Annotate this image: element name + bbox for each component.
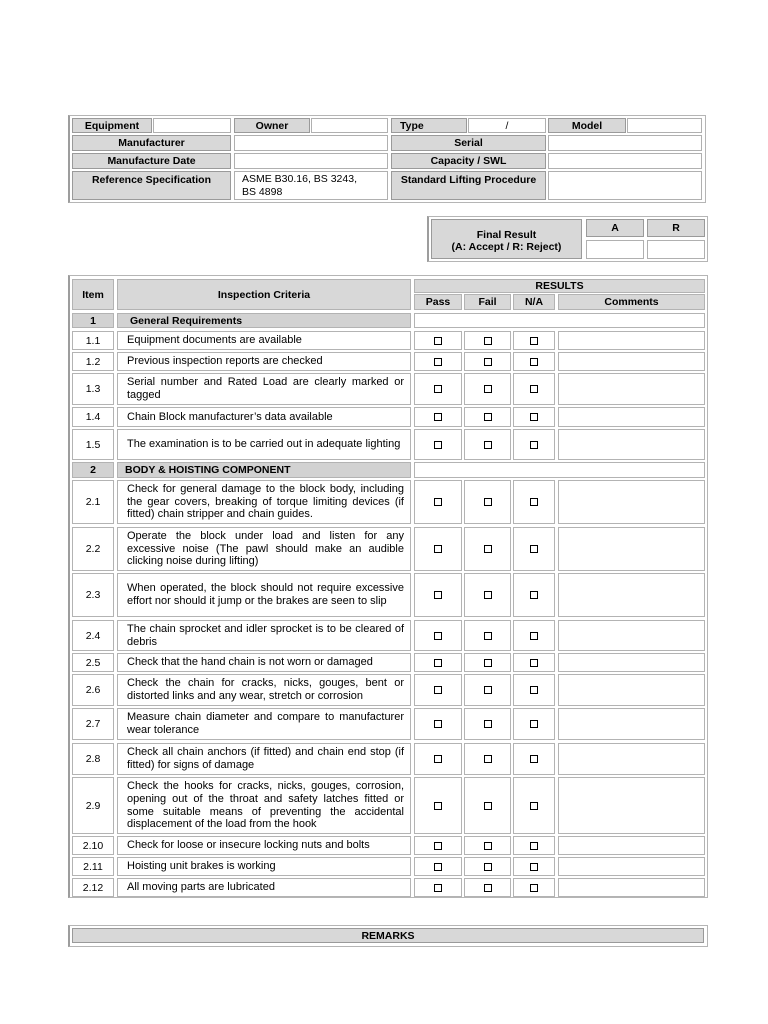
fail-checkbox[interactable] bbox=[484, 337, 492, 345]
lifting-procedure-field[interactable] bbox=[548, 171, 702, 200]
na-checkbox[interactable] bbox=[530, 802, 538, 810]
comments-field[interactable] bbox=[558, 373, 705, 405]
item-number: 2.5 bbox=[72, 653, 114, 672]
criteria-label: Previous inspection reports are checked bbox=[127, 355, 323, 368]
item-number: 2.11 bbox=[72, 857, 114, 876]
section-title: BODY & HOISTING COMPONENT bbox=[117, 462, 411, 478]
na-checkbox[interactable] bbox=[530, 441, 538, 449]
item-column-header: Item bbox=[72, 279, 114, 310]
fail-checkbox[interactable] bbox=[484, 498, 492, 506]
criteria-text bbox=[117, 674, 411, 706]
fail-checkbox[interactable] bbox=[484, 802, 492, 810]
na-cell bbox=[513, 573, 555, 617]
fail-cell bbox=[464, 836, 511, 855]
item-number: 2.8 bbox=[72, 743, 114, 775]
criteria-label: Check that the hand chain is not worn or damaged bbox=[127, 656, 373, 669]
reference-spec-label: Reference Specification bbox=[72, 171, 231, 200]
criteria-text bbox=[117, 331, 411, 350]
pass-cell bbox=[414, 480, 462, 524]
pass-cell bbox=[414, 708, 462, 740]
remarks-header: REMARKS bbox=[72, 928, 704, 943]
na-cell bbox=[513, 407, 555, 427]
na-cell bbox=[513, 878, 555, 897]
fail-cell bbox=[464, 674, 511, 706]
na-cell bbox=[513, 708, 555, 740]
fail-checkbox[interactable] bbox=[484, 884, 492, 892]
type-field[interactable] bbox=[468, 118, 546, 133]
criteria-label: All moving parts are lubricated bbox=[127, 881, 275, 894]
criteria-label: Check for loose or insecure locking nuts and bolts bbox=[127, 839, 370, 852]
pass-checkbox[interactable] bbox=[434, 842, 442, 850]
fail-checkbox[interactable] bbox=[484, 720, 492, 728]
pass-checkbox[interactable] bbox=[434, 358, 442, 366]
fail-cell bbox=[464, 708, 511, 740]
criteria-label: Measure chain diameter and compare to manufacturer wear tolerance bbox=[127, 711, 404, 736]
na-cell bbox=[513, 527, 555, 571]
type-separator: / bbox=[505, 119, 509, 132]
na-checkbox[interactable] bbox=[530, 591, 538, 599]
pass-checkbox[interactable] bbox=[434, 413, 442, 421]
criteria-label: When operated, the block should not require excessive effort nor should it jump or the brakes are seen to slip bbox=[127, 582, 404, 607]
final-result-legend: (A: Accept / R: Reject) bbox=[451, 240, 562, 253]
na-checkbox[interactable] bbox=[530, 545, 538, 553]
na-cell bbox=[513, 480, 555, 524]
criteria-label: Chain Block manufacturer’s data available bbox=[127, 410, 333, 423]
fail-cell bbox=[464, 777, 511, 834]
comments-field[interactable] bbox=[558, 331, 705, 350]
criteria-text bbox=[117, 527, 411, 571]
pass-checkbox[interactable] bbox=[434, 659, 442, 667]
fail-cell bbox=[464, 878, 511, 897]
fail-cell bbox=[464, 573, 511, 617]
pass-cell bbox=[414, 407, 462, 427]
pass-checkbox[interactable] bbox=[434, 755, 442, 763]
manufacture-date-field[interactable] bbox=[234, 153, 388, 169]
model-field[interactable] bbox=[627, 118, 702, 133]
equipment-label: Equipment bbox=[72, 118, 152, 133]
fail-column-header: Fail bbox=[464, 294, 511, 310]
comments-field[interactable] bbox=[558, 573, 705, 617]
item-number: 2.9 bbox=[72, 777, 114, 834]
na-cell bbox=[513, 352, 555, 371]
fail-checkbox[interactable] bbox=[484, 358, 492, 366]
fail-cell bbox=[464, 653, 511, 672]
na-checkbox[interactable] bbox=[530, 632, 538, 640]
pass-checkbox[interactable] bbox=[434, 884, 442, 892]
comments-field[interactable] bbox=[558, 777, 705, 834]
criteria-label: Operate the block under load and listen for any excessive noise (The pawl should make an audible clicking noise during lifting) bbox=[127, 529, 404, 568]
criteria-label: The examination is to be carried out in adequate lighting bbox=[127, 438, 401, 451]
pass-cell bbox=[414, 429, 462, 460]
na-cell bbox=[513, 857, 555, 876]
fail-checkbox[interactable] bbox=[484, 385, 492, 393]
item-number: 2.4 bbox=[72, 620, 114, 651]
pass-cell bbox=[414, 836, 462, 855]
fail-checkbox[interactable] bbox=[484, 686, 492, 694]
fail-checkbox[interactable] bbox=[484, 441, 492, 449]
pass-cell bbox=[414, 857, 462, 876]
fail-cell bbox=[464, 480, 511, 524]
fail-cell bbox=[464, 407, 511, 427]
item-number: 2.3 bbox=[72, 573, 114, 617]
criteria-label: Hoisting unit brakes is working bbox=[127, 860, 276, 873]
comments-field[interactable] bbox=[558, 674, 705, 706]
pass-cell bbox=[414, 674, 462, 706]
comments-field[interactable] bbox=[558, 527, 705, 571]
section-title: General Requirements bbox=[117, 313, 411, 328]
pass-cell bbox=[414, 527, 462, 571]
na-cell bbox=[513, 373, 555, 405]
manufacturer-label: Manufacturer bbox=[72, 135, 231, 151]
fail-cell bbox=[464, 857, 511, 876]
na-checkbox[interactable] bbox=[530, 686, 538, 694]
owner-label: Owner bbox=[234, 118, 310, 133]
section-number: 2 bbox=[72, 462, 114, 478]
item-number: 1.2 bbox=[72, 352, 114, 371]
na-checkbox[interactable] bbox=[530, 337, 538, 345]
fail-checkbox[interactable] bbox=[484, 842, 492, 850]
model-label: Model bbox=[548, 118, 626, 133]
comments-field[interactable] bbox=[558, 743, 705, 775]
comments-field[interactable] bbox=[558, 836, 705, 855]
na-checkbox[interactable] bbox=[530, 863, 538, 871]
criteria-text bbox=[117, 743, 411, 775]
comments-field[interactable] bbox=[558, 407, 705, 427]
criteria-text bbox=[117, 620, 411, 651]
comments-field[interactable] bbox=[558, 352, 705, 371]
na-checkbox[interactable] bbox=[530, 884, 538, 892]
criteria-text bbox=[117, 407, 411, 427]
na-checkbox[interactable] bbox=[530, 498, 538, 506]
pass-cell bbox=[414, 373, 462, 405]
serial-label: Serial bbox=[391, 135, 546, 151]
comments-column-header: Comments bbox=[558, 294, 705, 310]
section-number: 1 bbox=[72, 313, 114, 328]
pass-column-header: Pass bbox=[414, 294, 462, 310]
accept-label: A bbox=[586, 219, 644, 237]
item-number: 1.3 bbox=[72, 373, 114, 405]
criteria-label: Check all chain anchors (if fitted) and chain end stop (if fitted) for signs of damage bbox=[127, 746, 404, 771]
na-cell bbox=[513, 331, 555, 350]
capacity-field[interactable] bbox=[548, 153, 702, 169]
criteria-text bbox=[117, 429, 411, 460]
comments-field[interactable] bbox=[558, 653, 705, 672]
na-checkbox[interactable] bbox=[530, 659, 538, 667]
section-results-blank bbox=[414, 313, 705, 328]
reference-spec-line-2: BS 4898 bbox=[242, 185, 283, 198]
reference-spec-field[interactable] bbox=[234, 171, 388, 200]
item-number: 2.1 bbox=[72, 480, 114, 524]
pass-checkbox[interactable] bbox=[434, 686, 442, 694]
pass-cell bbox=[414, 331, 462, 350]
pass-cell bbox=[414, 878, 462, 897]
criteria-label: Check the hooks for cracks, nicks, gouges, corrosion, opening out of the throat and safety latches fitted or some suitable means of preventing the accidental displacement of the load from the hook bbox=[127, 779, 404, 831]
criteria-text bbox=[117, 836, 411, 855]
item-number: 2.10 bbox=[72, 836, 114, 855]
criteria-label: Check the chain for cracks, nicks, gouges, bent or distorted links and any wear, stretch or corrosion bbox=[127, 677, 404, 702]
fail-cell bbox=[464, 743, 511, 775]
capacity-label: Capacity / SWL bbox=[391, 153, 546, 169]
item-number: 2.12 bbox=[72, 878, 114, 897]
pass-checkbox[interactable] bbox=[434, 441, 442, 449]
pass-cell bbox=[414, 620, 462, 651]
pass-cell bbox=[414, 573, 462, 617]
criteria-label: The chain sprocket and idler sprocket is to be cleared of debris bbox=[127, 622, 404, 648]
criteria-label: Serial number and Rated Load are clearly marked or tagged bbox=[127, 376, 404, 401]
fail-checkbox[interactable] bbox=[484, 591, 492, 599]
fail-cell bbox=[464, 429, 511, 460]
item-number: 1.5 bbox=[72, 429, 114, 460]
pass-cell bbox=[414, 653, 462, 672]
results-header: RESULTS bbox=[414, 279, 705, 293]
section-results-blank bbox=[414, 462, 705, 478]
na-cell bbox=[513, 777, 555, 834]
criteria-text bbox=[117, 708, 411, 740]
pass-checkbox[interactable] bbox=[434, 337, 442, 345]
pass-checkbox[interactable] bbox=[434, 385, 442, 393]
pass-checkbox[interactable] bbox=[434, 632, 442, 640]
pass-checkbox[interactable] bbox=[434, 863, 442, 871]
fail-checkbox[interactable] bbox=[484, 659, 492, 667]
criteria-text bbox=[117, 653, 411, 672]
owner-field[interactable] bbox=[311, 118, 388, 133]
comments-field[interactable] bbox=[558, 708, 705, 740]
na-cell bbox=[513, 653, 555, 672]
na-checkbox[interactable] bbox=[530, 720, 538, 728]
fail-cell bbox=[464, 373, 511, 405]
pass-checkbox[interactable] bbox=[434, 720, 442, 728]
reject-field[interactable] bbox=[647, 240, 705, 259]
criteria-text bbox=[117, 573, 411, 617]
comments-field[interactable] bbox=[558, 480, 705, 524]
fail-checkbox[interactable] bbox=[484, 755, 492, 763]
na-cell bbox=[513, 429, 555, 460]
na-cell bbox=[513, 674, 555, 706]
na-checkbox[interactable] bbox=[530, 755, 538, 763]
pass-checkbox[interactable] bbox=[434, 591, 442, 599]
fail-cell bbox=[464, 620, 511, 651]
final-result-label bbox=[431, 219, 582, 259]
na-checkbox[interactable] bbox=[530, 413, 538, 421]
pass-checkbox[interactable] bbox=[434, 802, 442, 810]
criteria-text bbox=[117, 777, 411, 834]
fail-checkbox[interactable] bbox=[484, 632, 492, 640]
criteria-label: Equipment documents are available bbox=[127, 334, 302, 347]
na-checkbox[interactable] bbox=[530, 385, 538, 393]
comments-field[interactable] bbox=[558, 878, 705, 897]
fail-cell bbox=[464, 352, 511, 371]
manufacturer-field[interactable] bbox=[234, 135, 388, 151]
na-checkbox[interactable] bbox=[530, 358, 538, 366]
na-column-header: N/A bbox=[513, 294, 555, 310]
na-cell bbox=[513, 620, 555, 651]
item-number: 2.2 bbox=[72, 527, 114, 571]
pass-checkbox[interactable] bbox=[434, 498, 442, 506]
criteria-text bbox=[117, 857, 411, 876]
criteria-column-header: Inspection Criteria bbox=[117, 279, 411, 310]
pass-cell bbox=[414, 352, 462, 371]
accept-field[interactable] bbox=[586, 240, 644, 259]
item-number: 1.4 bbox=[72, 407, 114, 427]
item-number: 1.1 bbox=[72, 331, 114, 350]
pass-checkbox[interactable] bbox=[434, 545, 442, 553]
pass-cell bbox=[414, 777, 462, 834]
reject-label: R bbox=[647, 219, 705, 237]
equipment-field[interactable] bbox=[153, 118, 231, 133]
criteria-label: Check for general damage to the block body, including the gear covers, breaking of torque limiting devices (if fitted) chain stripper and chain guides. bbox=[127, 482, 404, 521]
comments-field[interactable] bbox=[558, 429, 705, 460]
comments-field[interactable] bbox=[558, 857, 705, 876]
criteria-text bbox=[117, 373, 411, 405]
criteria-text bbox=[117, 480, 411, 524]
serial-field[interactable] bbox=[548, 135, 702, 151]
comments-field[interactable] bbox=[558, 620, 705, 651]
fail-cell bbox=[464, 331, 511, 350]
reference-spec-line-1: ASME B30.16, BS 3243, bbox=[242, 173, 357, 185]
fail-checkbox[interactable] bbox=[484, 863, 492, 871]
manufacture-date-label: Manufacture Date bbox=[72, 153, 231, 169]
fail-cell bbox=[464, 527, 511, 571]
fail-checkbox[interactable] bbox=[484, 545, 492, 553]
item-number: 2.6 bbox=[72, 674, 114, 706]
na-cell bbox=[513, 836, 555, 855]
item-number: 2.7 bbox=[72, 708, 114, 740]
lifting-procedure-label: Standard Lifting Procedure bbox=[391, 171, 546, 200]
fail-checkbox[interactable] bbox=[484, 413, 492, 421]
criteria-text bbox=[117, 878, 411, 897]
criteria-text bbox=[117, 352, 411, 371]
na-cell bbox=[513, 743, 555, 775]
pass-cell bbox=[414, 743, 462, 775]
type-label: Type bbox=[391, 118, 467, 133]
na-checkbox[interactable] bbox=[530, 842, 538, 850]
final-result-title: Final Result bbox=[476, 228, 537, 241]
